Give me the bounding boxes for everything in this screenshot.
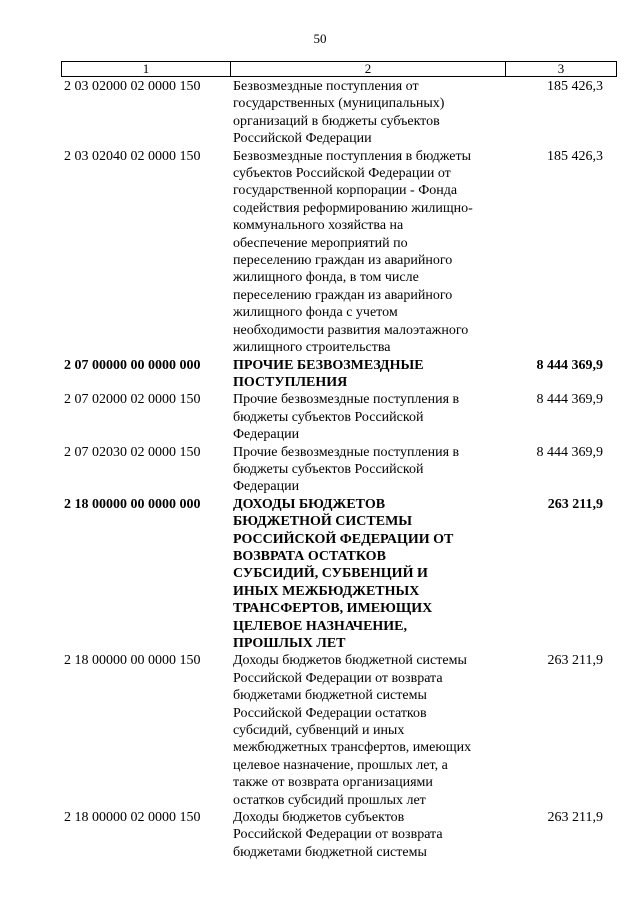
row-code: 2 18 00000 02 0000 150 <box>64 810 201 826</box>
row-amount: 8 444 369,9 <box>536 357 603 373</box>
row-name: Прочие безвозмездные поступления в бюджеты субъектов Российской Федерации <box>233 444 460 495</box>
row-amount: 263 211,9 <box>547 496 603 512</box>
row-name: Доходы бюджетов субъектов Российской Федерации от возврата бюджетами бюджетной системы <box>233 810 443 860</box>
table-row <box>61 391 617 443</box>
row-name: Безвозмездные поступления в бюджеты субъектов Российской Федерации от государственной корпорации - Фонда содействия реформированию жилищно- коммунального хозяйства на обеспечение мероприятий по переселению граждан из аварийного жилищного фонда, в том числе переселению граждан из аварийного жилищного фонда с учетом необходимости развития малоэтажного жилищного строительства <box>233 148 473 356</box>
row-amount: 8 444 369,9 <box>536 444 603 460</box>
page-number: 50 <box>313 31 327 46</box>
table-row <box>61 78 617 148</box>
header-col-3: 3 <box>557 61 565 76</box>
table-header-row <box>61 61 617 77</box>
row-amount: 8 444 369,9 <box>536 392 603 408</box>
row-name: Безвозмездные поступления от государственных (муниципальных) организаций в бюджеты субъектов Российской Федерации <box>233 79 445 147</box>
row-amount: 185 426,3 <box>547 148 603 164</box>
table-row <box>61 148 617 357</box>
table-row <box>61 496 617 653</box>
table-row <box>61 809 617 861</box>
row-code: 2 18 00000 00 0000 000 <box>64 496 201 512</box>
row-name: Доходы бюджетов бюджетной системы Российской Федерации от возврата бюджетами бюджетной системы Российской Федерации остатков субсидий, субвенций и иных межбюджетных трансфертов, имеющих целевое назначение, прошлых лет, а также от возврата организациями остатков субсидий прошлых лет <box>233 653 472 808</box>
row-amount: 263 211,9 <box>547 653 603 669</box>
row-amount: 263 211,9 <box>547 810 603 826</box>
table-row <box>61 357 617 392</box>
row-code: 2 07 00000 00 0000 000 <box>64 357 201 373</box>
row-name: Прочие безвозмездные поступления в бюджеты субъектов Российской Федерации <box>233 392 460 443</box>
table-row <box>61 444 617 496</box>
row-code: 2 07 02030 02 0000 150 <box>64 444 201 460</box>
row-code: 2 03 02000 02 0000 150 <box>64 79 201 94</box>
table-row <box>61 652 617 809</box>
row-code: 2 18 00000 00 0000 150 <box>64 653 201 669</box>
row-code: 2 07 02000 02 0000 150 <box>64 392 201 408</box>
row-amount: 185 426,3 <box>547 79 603 94</box>
table-body <box>61 78 617 861</box>
header-col-2: 2 <box>231 62 506 76</box>
row-name: ПРОЧИЕ БЕЗВОЗМЕЗДНЫЕ ПОСТУПЛЕНИЯ <box>233 357 424 390</box>
row-code: 2 03 02040 02 0000 150 <box>64 148 201 164</box>
header-col-1: 1 <box>62 62 231 76</box>
row-name: ДОХОДЫ БЮДЖЕТОВ БЮДЖЕТНОЙ СИСТЕМЫ РОССИЙСКОЙ ФЕДЕРАЦИИ ОТ ВОЗВРАТА ОСТАТКОВ СУБСИДИЙ, СУБВЕНЦИЙ И ИНЫХ МЕЖБЮДЖЕТНЫХ ТРАНСФЕРТОВ, ИМЕЮЩИХ ЦЕЛЕВОЕ НАЗНАЧЕНИЕ, ПРОШЛЫХ ЛЕТ <box>233 496 454 651</box>
